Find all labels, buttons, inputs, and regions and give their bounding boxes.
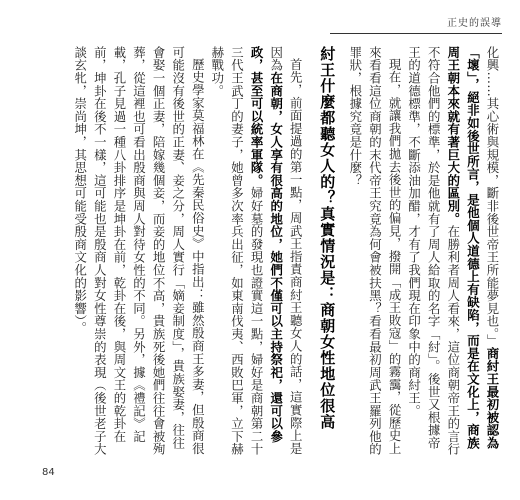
paragraph-3-lead: 首先，前面提過的第一點，周武王指責商紂王聽女人的話，這實際上是因為 xyxy=(268,46,304,456)
paragraph-3 xyxy=(207,46,305,458)
paragraph-3-emphasis: 在商朝，女人享有很高的地位，她們不僅可以主持祭祀，還可以參政，甚至可以統率軍隊。 xyxy=(249,46,284,443)
paragraph-1-emphasis: 商紂王最初被認為「壞」，絕非如後世所言，是他個人道德上有缺陷，而是在文化上，商族周王朝本來就有著巨大的區別。 xyxy=(445,46,500,450)
page-number: 84 xyxy=(42,467,55,478)
body-text xyxy=(18,46,502,458)
section-heading: 紂王什麼都聽女人的？真實情況是：商朝女性地位很高 xyxy=(318,46,337,430)
paragraph-1 xyxy=(404,46,502,458)
paragraph-1-quote: 化興……其心術與規模，斷非後世帝王所能夢見也。」 xyxy=(485,46,500,347)
paragraph-1-rest: 在勝利者周人看來，這位商朝帝王的言行不符合他們的標準，於是他就有了周人給取的名字「紂」。後世又根據帝王的道德標準，不斷添油加醋，才有了我們現在印象中的商紂王。 xyxy=(406,46,461,456)
running-title: 正史的誤導 xyxy=(447,18,502,29)
page-header xyxy=(330,14,502,30)
paragraph-2: 現在，就讓我們拋去後世的偏見，撥開「成王敗寇」的霧靄，從歷史上來看看這位商朝的末代帝王究竟為何會被扶黑？看看最初周武王羅列他的罪狀，根據究竟是什麼？ xyxy=(347,46,403,456)
paragraph-4: 歷史學家莫福林在《先秦民俗史》中指出：雖然殷商王多妻，但殷商很可能沒有後世的正妻、妾之分，周人實行「嫡妾制度」，貴族娶妻，往往會娶一個正妻，陪嫁幾個妾，而妾的地位不高，貴族死後她們往往會被殉葬，從這裡也可看出殷商與周人對待女性的不同。另外，據《禮記》記載，孔子見過一種八卦排序是坤卦在前，乾卦在後，與周文王的乾卦在前，坤卦在後不一樣，這可能也是殷商人對女性尊崇的表現（後世老子大談玄牝，崇尚坤，其思想可能受殷商文化的影響）。 xyxy=(72,46,206,456)
header-rule xyxy=(330,33,502,34)
paragraph-3-rest: 婦好墓的發現也證實這一點，婦好是商朝第二十三代王武丁的妻子，她曾多次率兵出征，如東南伐夷、西敗巴軍，立下赫赫戰功。 xyxy=(209,46,265,456)
